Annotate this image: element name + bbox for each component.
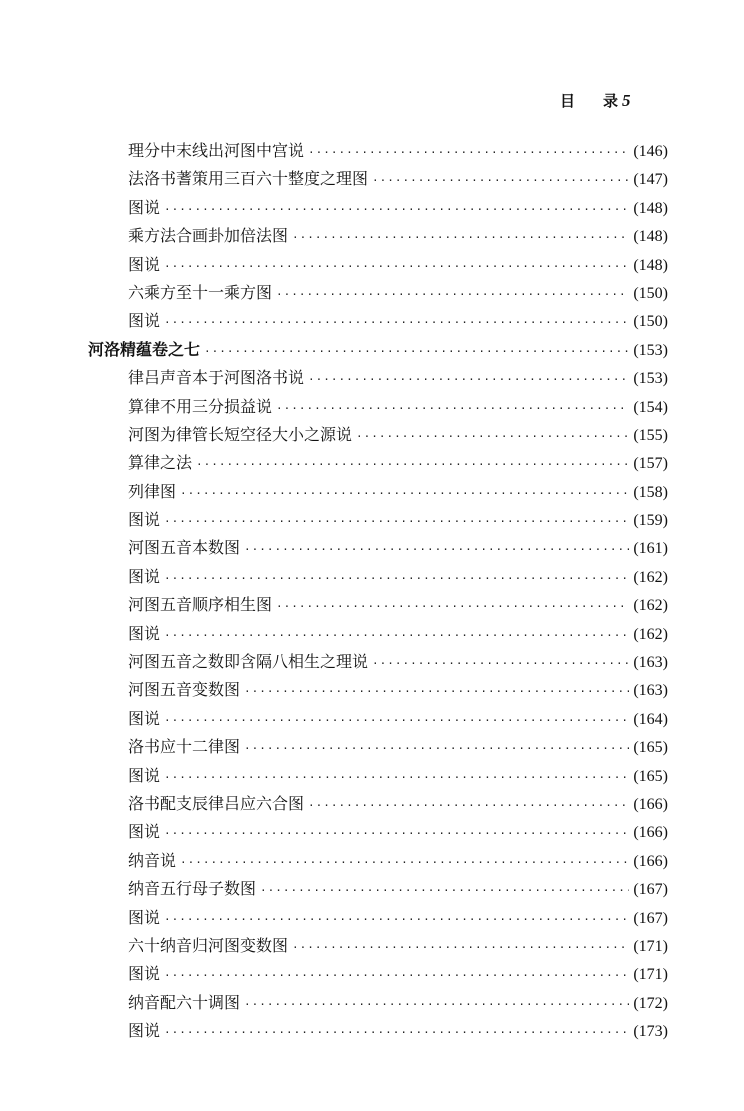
toc-entry <box>88 534 668 562</box>
toc-entry-title: 法洛书蓍策用三百六十整度之理图 <box>128 169 369 189</box>
toc-entry <box>88 165 668 193</box>
dot-leader <box>164 565 629 593</box>
dot-leader <box>164 906 629 934</box>
toc-entry <box>88 506 668 534</box>
toc-entry-page: (167) <box>633 909 668 927</box>
toc-entry <box>88 790 668 818</box>
toc-entry-title: 图说 <box>128 964 161 984</box>
dot-leader <box>164 962 629 990</box>
dot-leader <box>164 196 629 224</box>
dot-leader <box>292 934 629 962</box>
toc-entry-page: (172) <box>633 994 668 1012</box>
toc-entry <box>88 762 668 790</box>
toc-entry-title: 理分中末线出河图中宫说 <box>128 141 305 160</box>
toc-entry-title: 图说 <box>128 907 161 927</box>
toc-entry <box>88 307 668 335</box>
toc-entry-title: 图说 <box>128 1021 161 1041</box>
toc-entry <box>88 932 668 960</box>
dot-leader <box>276 395 629 423</box>
header-label-lu: 录 <box>603 92 619 110</box>
toc-entry <box>88 591 668 619</box>
toc-entry <box>88 705 668 733</box>
toc-entry <box>88 875 668 903</box>
toc-entry-page: (150) <box>633 284 668 302</box>
dot-leader <box>308 792 629 820</box>
toc-entry-title: 图说 <box>128 197 161 217</box>
toc-entry-page: (166) <box>633 824 668 842</box>
toc-entry-page: (148) <box>633 199 668 217</box>
toc-chapter-entry <box>88 336 668 364</box>
running-header <box>560 90 631 111</box>
toc-entry-title: 算律不用三分损益说 <box>128 396 273 416</box>
toc-entry-page: (173) <box>633 1023 668 1041</box>
toc-entry <box>88 194 668 222</box>
toc-entry-page: (161) <box>633 540 668 558</box>
dot-leader <box>244 735 629 763</box>
header-label-mu: 目 <box>560 92 576 110</box>
dot-leader <box>372 650 629 678</box>
toc-entry-title: 河图五音变数图 <box>128 680 241 700</box>
dot-leader <box>164 253 629 281</box>
toc-entry-title: 六十纳音归河图变数图 <box>128 935 289 955</box>
dot-leader <box>260 877 629 905</box>
toc-entry <box>88 364 668 392</box>
toc-entry-title: 算律之法 <box>128 453 193 473</box>
toc-entry-title: 图说 <box>128 623 161 643</box>
toc-entry-page: (158) <box>633 483 668 501</box>
toc-entry-page: (157) <box>633 455 668 473</box>
toc-entry <box>88 563 668 591</box>
dot-leader <box>356 423 629 451</box>
toc-entry <box>88 137 668 165</box>
toc-entry-title: 图说 <box>128 566 161 586</box>
toc-entry-page: (166) <box>633 852 668 870</box>
toc-entry <box>88 818 668 846</box>
dot-leader <box>196 451 629 479</box>
toc-entry-title: 图说 <box>128 765 161 785</box>
dot-leader <box>244 991 629 1019</box>
toc-entry-page: (155) <box>633 426 668 444</box>
toc-entry-title: 河图五音顺序相生图 <box>128 595 273 615</box>
dot-leader <box>164 622 629 650</box>
toc-entry <box>88 989 668 1017</box>
toc-entry-page: (165) <box>633 767 668 785</box>
toc-entry-title: 图说 <box>128 311 161 331</box>
toc-entry-page: (164) <box>633 710 668 728</box>
toc-entry <box>88 449 668 477</box>
toc-entry <box>88 1017 668 1045</box>
dot-leader <box>244 536 629 564</box>
dot-leader <box>308 139 629 167</box>
dot-leader <box>164 764 629 792</box>
toc-entry <box>88 733 668 761</box>
toc-entry-title: 纳音说 <box>128 850 177 870</box>
toc-entry-title: 纳音五行母子数图 <box>128 879 257 899</box>
dot-leader <box>164 707 629 735</box>
toc-entry-page: (154) <box>633 398 668 416</box>
toc-entry <box>88 279 668 307</box>
toc-entry <box>88 620 668 648</box>
dot-leader <box>276 593 629 621</box>
toc-entry-title: 河图为律管长短空径大小之源说 <box>128 424 353 444</box>
toc-entry-title: 律吕声音本于河图洛书说 <box>128 368 305 388</box>
toc-entry-page: (171) <box>633 937 668 955</box>
toc-entry-page: (167) <box>633 881 668 899</box>
toc-entry-page: (153) <box>633 341 668 359</box>
toc-entry-page: (171) <box>633 966 668 984</box>
toc-entry-page: (159) <box>633 512 668 530</box>
dot-leader <box>244 678 629 706</box>
toc-entry <box>88 393 668 421</box>
header-page-number: 5 <box>622 91 631 110</box>
dot-leader <box>180 480 629 508</box>
toc-entry-title: 图说 <box>128 254 161 274</box>
dot-leader <box>276 281 629 309</box>
toc-entry-page: (166) <box>633 795 668 813</box>
toc-entry <box>88 251 668 279</box>
toc-entry-title: 洛书应十二律图 <box>128 737 241 757</box>
toc-entry <box>88 478 668 506</box>
dot-leader <box>204 338 629 366</box>
toc-entry-page: (163) <box>633 654 668 672</box>
toc-entry-page: (147) <box>633 171 668 189</box>
toc-entry-page: (165) <box>633 739 668 757</box>
toc-entry-title: 乘方法合画卦加倍法图 <box>128 226 289 246</box>
toc-entry <box>88 904 668 932</box>
dot-leader <box>372 167 629 195</box>
toc-entry <box>88 421 668 449</box>
toc-entry <box>88 648 668 676</box>
toc-entry-page: (162) <box>633 568 668 586</box>
toc-entry-title: 河图五音本数图 <box>128 538 241 558</box>
dot-leader <box>308 366 629 394</box>
toc-entry <box>88 676 668 704</box>
dot-leader <box>164 309 629 337</box>
toc-entry-title: 列律图 <box>128 481 177 501</box>
dot-leader <box>164 508 629 536</box>
dot-leader <box>292 224 629 252</box>
toc-entry-page: (146) <box>633 143 668 160</box>
toc-entry-title: 图说 <box>128 708 161 728</box>
toc-entry-title: 六乘方至十一乘方图 <box>128 282 273 302</box>
toc-entry-page: (162) <box>633 597 668 615</box>
toc-entry-page: (162) <box>633 625 668 643</box>
toc-entry-title: 洛书配支辰律吕应六合图 <box>128 793 305 813</box>
toc-entry <box>88 847 668 875</box>
toc-entry-title: 图说 <box>128 822 161 842</box>
toc-entry-page: (150) <box>633 313 668 331</box>
toc-entry <box>88 222 668 250</box>
dot-leader <box>164 820 629 848</box>
toc-entry-title: 河洛精蕴卷之七 <box>88 339 201 359</box>
toc-entry-title: 图说 <box>128 510 161 530</box>
toc-entry-page: (148) <box>633 228 668 246</box>
toc-entry <box>88 960 668 988</box>
dot-leader <box>164 1019 629 1047</box>
toc-entry-page: (148) <box>633 256 668 274</box>
table-of-contents <box>88 137 668 1046</box>
toc-entry-title: 河图五音之数即含隔八相生之理说 <box>128 652 369 672</box>
dot-leader <box>180 849 629 877</box>
toc-entry-page: (153) <box>633 370 668 388</box>
toc-entry-page: (163) <box>633 682 668 700</box>
toc-entry-title: 纳音配六十调图 <box>128 992 241 1012</box>
